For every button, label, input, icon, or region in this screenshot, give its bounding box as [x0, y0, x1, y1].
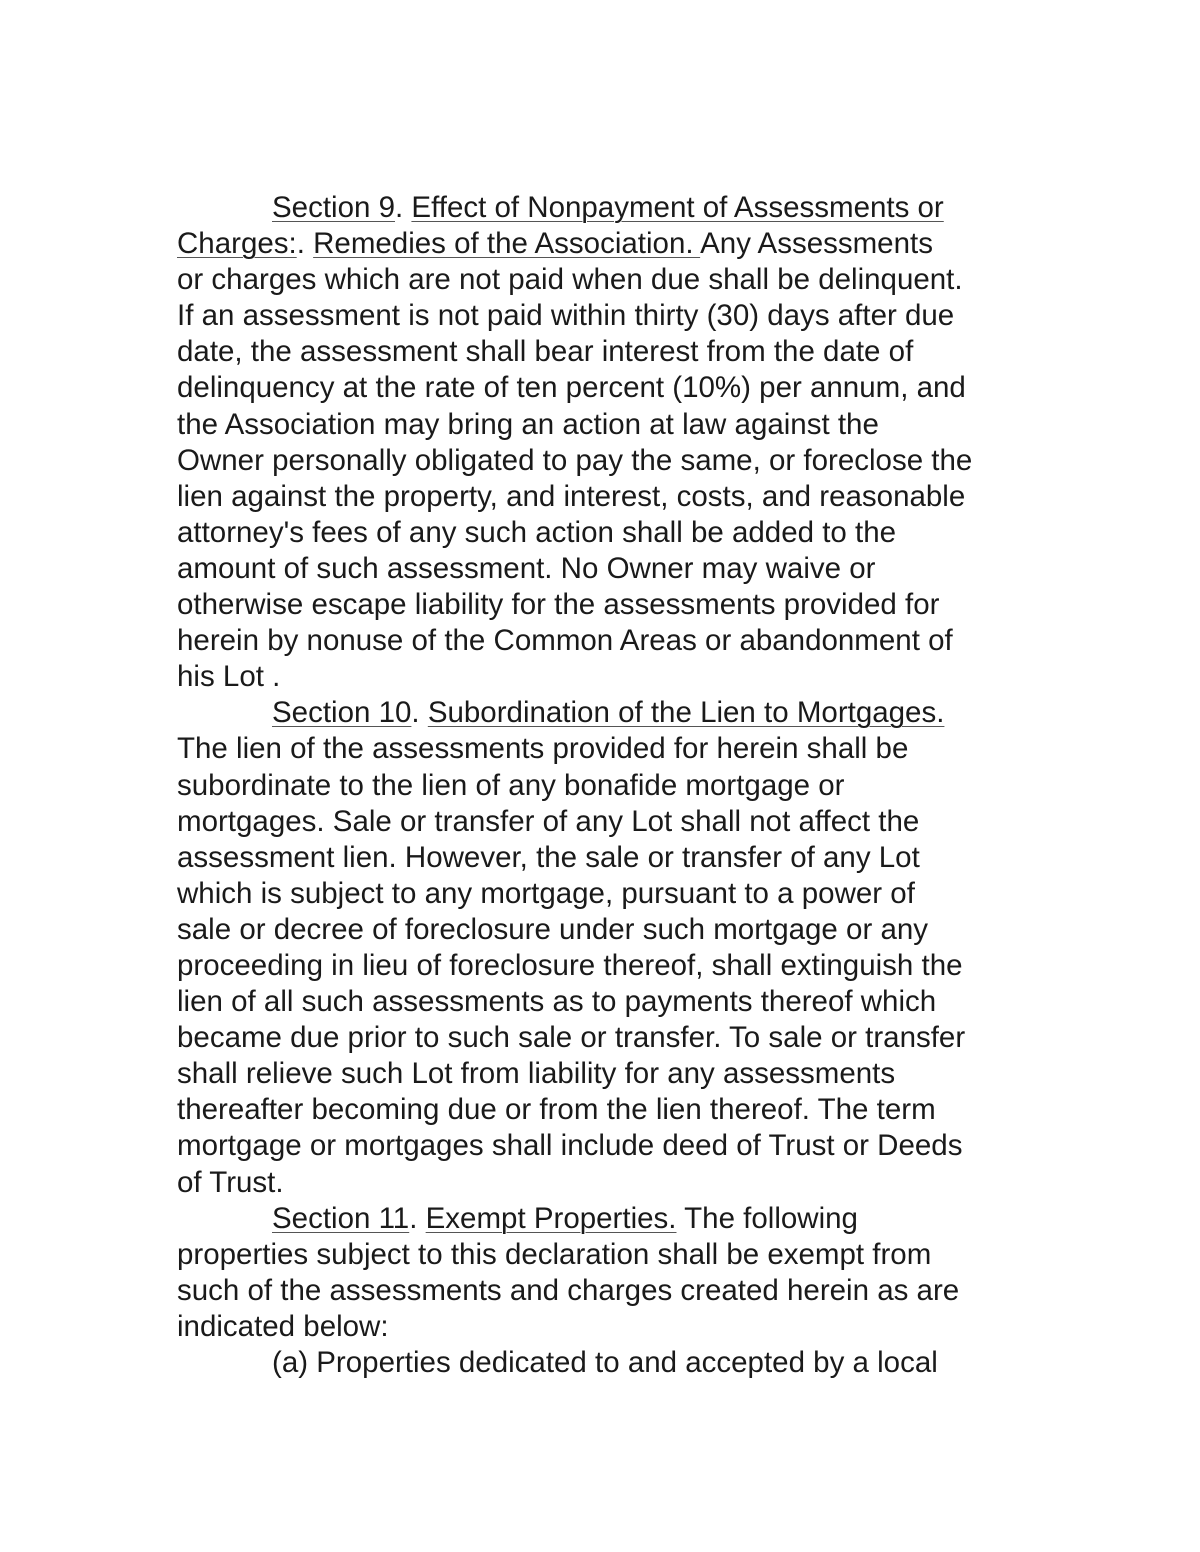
- section-9-line: If an assessment is not paid within thirty (30) days after due: [177, 299, 955, 333]
- section-9-line: lien against the property, and interest, costs, and reasonable: [177, 479, 966, 513]
- section-9-subtitle: Remedies of the Association.: [313, 227, 701, 261]
- section-9-line: Owner personally obligated to pay the same, or foreclose the: [177, 443, 973, 477]
- section-9-title: Effect of Nonpayment of Assessments or: [411, 191, 944, 224]
- section-9-line: herein by nonuse of the Common Areas or abandonment of: [177, 624, 953, 658]
- section-9-title-cont: Charges:: [177, 227, 297, 261]
- section-11-heading: Section 11. Exempt Properties. The following: [272, 1201, 858, 1235]
- section-9-line: attorney's fees of any such action shall be added to the: [177, 515, 897, 549]
- section-10-line: thereafter becoming due or from the lien thereof. The term: [177, 1093, 936, 1127]
- section-10-title: Subordination of the Lien to Mortgages.: [427, 696, 945, 730]
- section-11-title: Exempt Properties.: [425, 1201, 677, 1235]
- section-11-line: such of the assessments and charges created herein as are: [177, 1273, 960, 1307]
- section-10-label: Section 10: [272, 696, 412, 730]
- section-9-line: or charges which are not paid when due shall be delinquent.: [177, 263, 963, 297]
- document-page: [177, 190, 1037, 1381]
- section-10-line: of Trust.: [177, 1165, 284, 1199]
- section-9-line: delinquency at the rate of ten percent (10%) per annum, and: [177, 371, 966, 405]
- section-9-line: the Association may bring an action at law against the: [177, 407, 879, 441]
- section-9-line: amount of such assessment. No Owner may waive or: [177, 551, 876, 585]
- section-9-line: his Lot .: [177, 660, 281, 694]
- section-10-line: lien of all such assessments as to payments thereof which: [177, 985, 937, 1019]
- section-9-line: date, the assessment shall bear interest from the date of: [177, 335, 914, 369]
- section-9-label: Section 9: [272, 191, 395, 224]
- section-10-heading: Section 10. Subordination of the Lien to Mortgages.: [272, 696, 945, 730]
- section-11-line: indicated below:: [177, 1309, 389, 1343]
- section-11-text-start: The following: [676, 1201, 858, 1235]
- section-11-label: Section 11: [272, 1201, 410, 1235]
- section-10-line: shall relieve such Lot from liability for any assessments: [177, 1057, 896, 1091]
- section-10-line: which is subject to any mortgage, pursuant to a power of: [177, 876, 915, 910]
- section-9-line: otherwise escape liability for the assessments provided for: [177, 588, 940, 622]
- section-11-line: properties subject to this declaration shall be exempt from: [177, 1237, 932, 1271]
- section-9-text-start: Any Assessments: [700, 227, 933, 261]
- section-11-item-a: (a) Properties dedicated to and accepted by a local: [272, 1346, 938, 1379]
- section-10-line: mortgage or mortgages shall include deed of Trust or Deeds: [177, 1129, 963, 1163]
- section-10-line: proceeding in lieu of foreclosure thereof, shall extinguish the: [177, 948, 963, 982]
- section-10-line: subordinate to the lien of any bonafide mortgage or: [177, 768, 845, 802]
- section-10-line: became due prior to such sale or transfer. To sale or transfer: [177, 1021, 966, 1055]
- section-9-heading: Section 9. Effect of Nonpayment of Assessments or: [272, 191, 944, 224]
- section-10-line: The lien of the assessments provided for herein shall be: [177, 732, 909, 766]
- section-10-line: assessment lien. However, the sale or transfer of any Lot: [177, 840, 920, 874]
- section-9-heading-cont: Charges:. Remedies of the Association. Any Assessments: [177, 227, 933, 261]
- section-10-line: sale or decree of foreclosure under such mortgage or any: [177, 912, 929, 946]
- section-10-line: mortgages. Sale or transfer of any Lot shall not affect the: [177, 804, 920, 838]
